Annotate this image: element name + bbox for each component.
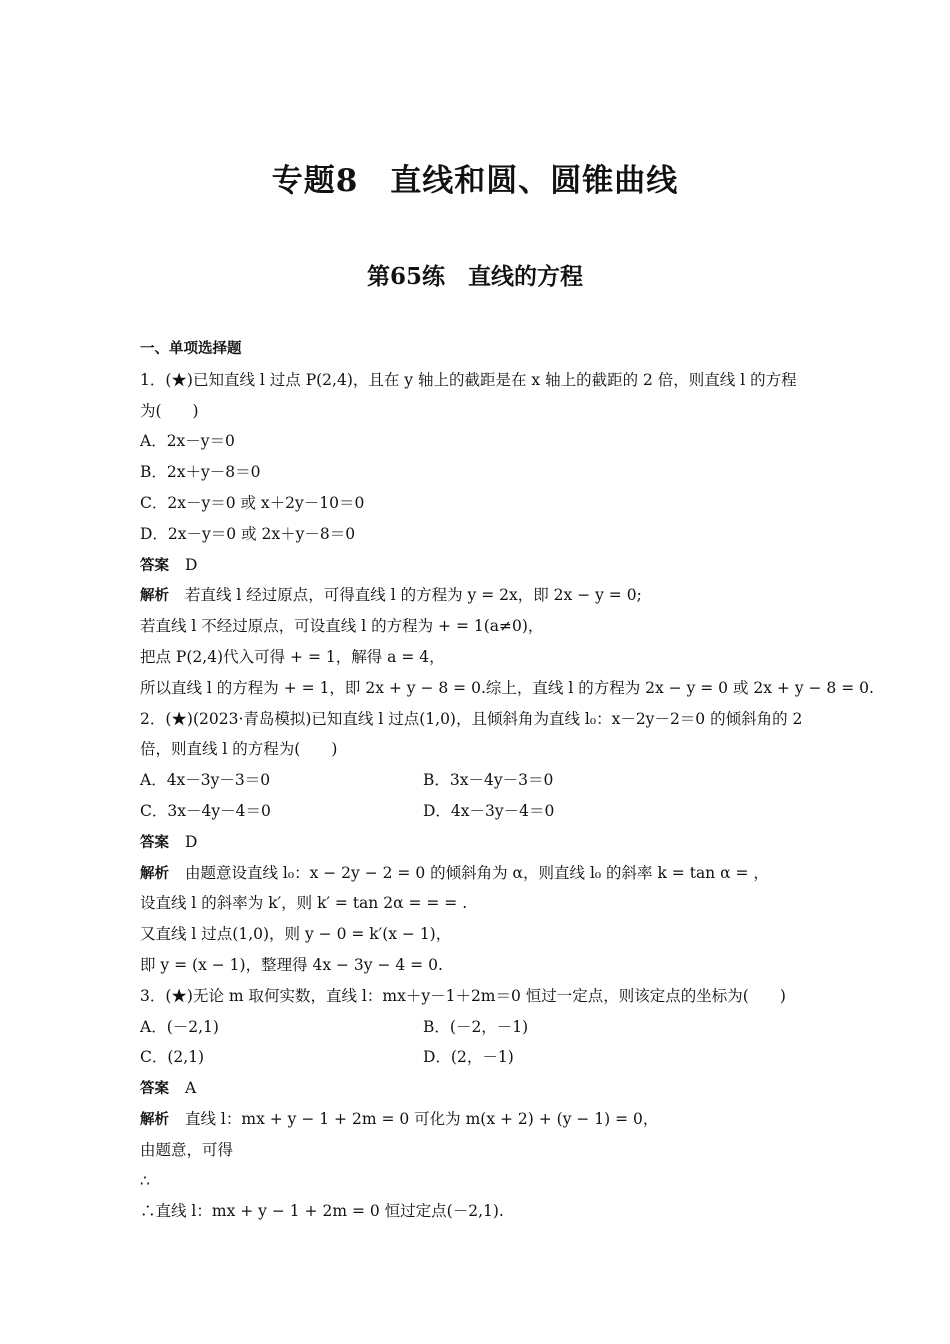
- q1-analysis-line2: 若直线 l 不经过原点，可设直线 l 的方程为 + = 1(a≠0)，: [140, 617, 544, 636]
- q2-analysis-line3: 又直线 l 过点(1,0)，则 y − 0 = k′(x − 1)，: [140, 925, 452, 944]
- q1-option-b: B．2x＋y－8＝0: [140, 463, 261, 482]
- analysis-label: 解析: [140, 1111, 169, 1128]
- analysis-text: 若直线 l 经过原点，可得直线 l 的方程为 y = 2x，即 2x − y = 0;: [185, 586, 642, 605]
- answer-label: 答案: [140, 834, 169, 851]
- answer-value: A: [185, 1079, 197, 1098]
- q2-analysis-line2: 设直线 l 的斜率为 k′，则 k′ = tan 2α = = = .: [140, 894, 468, 913]
- q3-option-c: C．(2,1): [140, 1048, 205, 1067]
- answer-value: D: [185, 832, 198, 851]
- section-heading: 一、单项选择题: [140, 341, 242, 357]
- analysis-text: 直线 l：mx + y − 1 + 2m = 0 可化为 m(x + 2) + (y − 1) = 0，: [185, 1109, 659, 1128]
- q3-options-row1: [140, 1012, 820, 1043]
- analysis-label: 解析: [140, 588, 169, 605]
- document-body: [140, 334, 874, 1227]
- q1-analysis-line4: 所以直线 l 的方程为 + = 1，即 2x + y − 8 = 0.综上，直线 l 的方程为 2x − y = 0 或 2x + y − 8 = 0.: [140, 678, 874, 697]
- q1-option-c: C．2x－y＝0 或 x＋2y－10＝0: [140, 493, 365, 512]
- q3-option-b: B．(－2，－1): [423, 1017, 529, 1036]
- q2-stem-line1: 2．(★)(2023·青岛模拟)已知直线 l 过点(1,0)，且倾斜角为直线 l₀：x－2y－2＝0 的倾斜角的 2: [140, 709, 803, 728]
- q1-stem-line1: 1．(★)已知直线 l 过点 P(2,4)，且在 y 轴上的截距是在 x 轴上的截距的 2 倍，则直线 l 的方程: [140, 370, 797, 389]
- analysis-label: 解析: [140, 865, 169, 882]
- answer-value: D: [185, 555, 198, 574]
- answer-label: 答案: [140, 557, 169, 574]
- q2-options-row2: [140, 796, 820, 827]
- q1-option-a: A．2x－y＝0: [140, 432, 235, 451]
- q3-analysis-line2: 由题意，可得: [140, 1140, 234, 1159]
- q1-option-d: D．2x－y＝0 或 2x＋y－8＝0: [140, 524, 356, 543]
- q2-option-c: C．3x－4y－4＝0: [140, 801, 271, 820]
- q3-analysis-line4: ∴直线 l：mx + y − 1 + 2m = 0 恒过定点(－2,1).: [140, 1202, 504, 1221]
- q1-stem-line2: 为( ): [140, 401, 199, 420]
- q2-analysis-line4: 即 y = (x − 1)，整理得 4x − 3y − 4 = 0.: [140, 955, 443, 974]
- q1-answer: [140, 550, 820, 581]
- page-title: 专题8 直线和圆、圆锥曲线: [271, 163, 679, 199]
- q2-analysis-line1: [140, 858, 820, 889]
- exercise-title: 第65练 直线的方程: [366, 263, 583, 290]
- q3-analysis-line3: ∴: [140, 1171, 150, 1190]
- q3-options-row2: [140, 1042, 820, 1073]
- q2-option-a: A．4x－3y－3＝0: [140, 771, 271, 790]
- q1-analysis-line1: [140, 580, 820, 611]
- q3-stem-line1: 3．(★)无论 m 取何实数，直线 l：mx＋y－1＋2m＝0 恒过一定点，则该定点的坐标为( ): [140, 986, 786, 1005]
- answer-label: 答案: [140, 1081, 169, 1098]
- q3-option-a: A．(－2,1): [140, 1017, 219, 1036]
- q1-analysis-line3: 把点 P(2,4)代入可得 + = 1，解得 a = 4，: [140, 647, 445, 666]
- q2-stem-line2: 倍，则直线 l 的方程为( ): [140, 740, 338, 759]
- q2-options-row1: [140, 765, 820, 796]
- q3-answer: [140, 1073, 820, 1104]
- q2-answer: [140, 827, 820, 858]
- analysis-text: 由题意设直线 l₀：x − 2y − 2 = 0 的倾斜角为 α，则直线 l₀ 的斜率 k = tan α = ，: [185, 863, 769, 882]
- q3-option-d: D．(2，－1): [423, 1048, 514, 1067]
- q2-option-d: D．4x－3y－4＝0: [423, 801, 555, 820]
- q2-option-b: B．3x－4y－3＝0: [423, 771, 554, 790]
- q3-analysis-line1: [140, 1104, 820, 1135]
